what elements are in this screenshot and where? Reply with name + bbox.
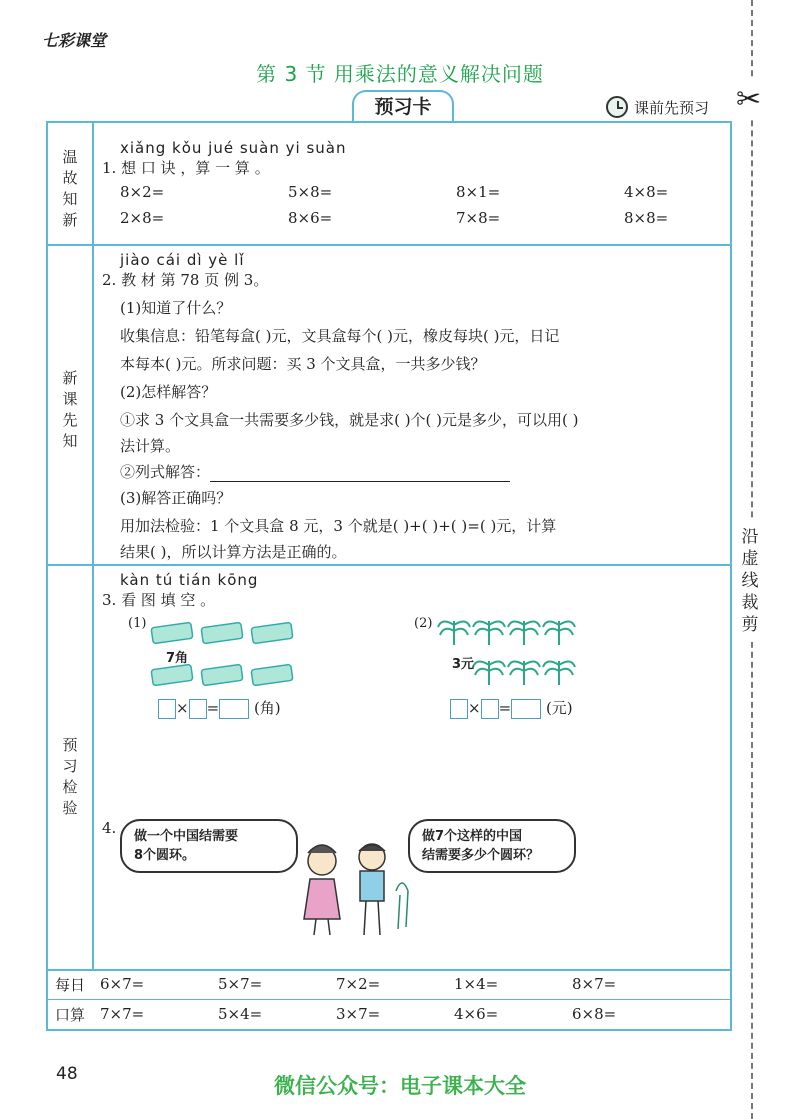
scissors-icon: ✂	[736, 80, 761, 120]
daily-item: 5×7=	[218, 975, 263, 993]
row-divider-1	[48, 244, 730, 246]
eraser-icon	[201, 664, 243, 685]
q2-info-line2: 本每本( )元。所求问题：买 3 个文具盒，一共多少钱？	[120, 355, 486, 373]
q2-part2: (2)怎样解答？	[120, 383, 217, 401]
unit-label: (角)	[253, 699, 281, 717]
answer-box[interactable]	[158, 699, 176, 719]
preview-label: 课前先预习	[634, 98, 710, 117]
plant-icon	[438, 621, 470, 645]
q1-item: 8×1=	[456, 183, 501, 201]
daily-item: 6×8=	[572, 1005, 617, 1023]
q1-item: 4×8=	[624, 183, 669, 201]
row-label-review: 温故知新	[62, 148, 78, 229]
q1-title: 1. 想 口 诀 ，算 一 算 。	[102, 159, 270, 177]
q2-check-line1: 用加法检验：1 个文具盒 8 元，3 个就是( )+( )+( )=( )元，计算	[120, 517, 557, 535]
row-divider-3	[48, 969, 730, 971]
plant-icon	[473, 621, 505, 645]
daily-item: 1×4=	[454, 975, 499, 993]
answer-box[interactable]	[481, 699, 499, 719]
children-illustration	[296, 835, 426, 939]
row-divider-2	[48, 564, 730, 566]
daily-item: 8×7=	[572, 975, 617, 993]
q1-item: 7×8=	[456, 209, 501, 227]
label-column-divider	[92, 123, 94, 971]
q3-sub1-price: 7角	[166, 651, 189, 666]
chinese-knot-icon	[396, 883, 408, 929]
cut-label: 沿虚线裁剪	[741, 527, 759, 635]
plant-icon	[508, 621, 540, 645]
daily-divider	[48, 999, 730, 1000]
equals-sign: =	[206, 699, 220, 717]
clock-icon	[606, 96, 628, 118]
unit-label: (元)	[545, 699, 573, 717]
answer-box[interactable]	[219, 699, 249, 719]
plant-icon	[543, 661, 575, 685]
eraser-icon	[151, 664, 193, 685]
daily-item: 4×6=	[454, 1005, 499, 1023]
page-number: 48	[56, 1064, 78, 1084]
q2-step2-label: ②列式解答：	[120, 463, 211, 481]
q3-title: 3. 看 图 填 空 。	[102, 591, 216, 609]
q3-pinyin: kàn tú tián kōng	[120, 571, 259, 589]
plant-icon	[508, 661, 540, 685]
q2-title: 2. 教 材 第 78 页 例 3。	[102, 271, 269, 289]
q1-item: 5×8=	[288, 183, 333, 201]
card-title: 预习卡	[352, 90, 454, 122]
eraser-icon	[201, 622, 243, 643]
q2-step1-line2: 法计算。	[120, 437, 181, 455]
daily-item: 6×7=	[100, 975, 145, 993]
q2-step1-line1: ①求 3 个文具盒一共需要多少钱，就是求( )个( )元是多少，可以用( )	[120, 411, 579, 429]
row-label-daily-2: 口算	[54, 1006, 85, 1024]
daily-item: 7×7=	[100, 1005, 145, 1023]
girl-dress	[304, 879, 340, 919]
q1-item: 8×6=	[288, 209, 333, 227]
q3-sub2-label: (2)	[414, 616, 433, 631]
q1-item: 2×8=	[120, 209, 165, 227]
row-label-daily-1: 每日	[54, 976, 85, 994]
worksheet-frame	[46, 121, 732, 1031]
q4-number: 4.	[102, 819, 117, 837]
q2-check-line2: 结果( )，所以计算方法是正确的。	[120, 543, 347, 561]
q2-part1: (1)知道了什么？	[120, 299, 232, 317]
eraser-icon	[251, 622, 293, 643]
times-sign: ×	[176, 699, 189, 717]
daily-item: 5×4=	[218, 1005, 263, 1023]
times-sign: ×	[468, 699, 481, 717]
q1-item: 8×8=	[624, 209, 669, 227]
answer-box[interactable]	[450, 699, 468, 719]
daily-item: 7×2=	[336, 975, 381, 993]
preview-tag	[606, 96, 709, 118]
daily-item: 3×7=	[336, 1005, 381, 1023]
eraser-icon	[151, 622, 193, 643]
q3-sub1-equation	[158, 697, 281, 719]
q2-pinyin: jiào cái dì yè lǐ	[120, 251, 245, 269]
q1-item: 8×2=	[120, 183, 165, 201]
row-label-new: 新课先知	[62, 369, 78, 450]
answer-box[interactable]	[511, 699, 541, 719]
plant-icon	[473, 661, 505, 685]
q3-sub1-label: (1)	[128, 616, 147, 631]
q3-sub2-price: 3元	[452, 657, 475, 672]
boy-shirt	[360, 871, 384, 901]
eraser-icon	[251, 664, 293, 685]
footer-watermark: 微信公众号：电子课本大全	[274, 1074, 526, 1098]
brand-logo: 七彩课堂	[42, 31, 107, 50]
plant-icon	[543, 621, 575, 645]
row-label-check: 预习检验	[62, 736, 78, 817]
q2-part3: (3)解答正确吗？	[120, 489, 232, 507]
q2-info-line1: 收集信息：铅笔每盒( )元，文具盒每个( )元，橡皮每块( )元，日记	[120, 327, 560, 345]
q2-step2	[120, 461, 510, 482]
cut-instruction	[738, 520, 762, 642]
q3-sub2-equation	[450, 697, 573, 719]
speech-bubble-right: 做7个这样的中国 结需要多少个圆环？	[408, 819, 576, 873]
q1-pinyin: xiǎng kǒu jué suàn yi suàn	[120, 139, 347, 157]
speech-bubble-left: 做一个中国结需要 8个圆环。	[120, 819, 298, 873]
answer-blank-line[interactable]	[210, 467, 510, 482]
section-title: 第 3 节 用乘法的意义解决问题	[256, 62, 544, 86]
answer-box[interactable]	[189, 699, 207, 719]
equals-sign: =	[498, 699, 512, 717]
